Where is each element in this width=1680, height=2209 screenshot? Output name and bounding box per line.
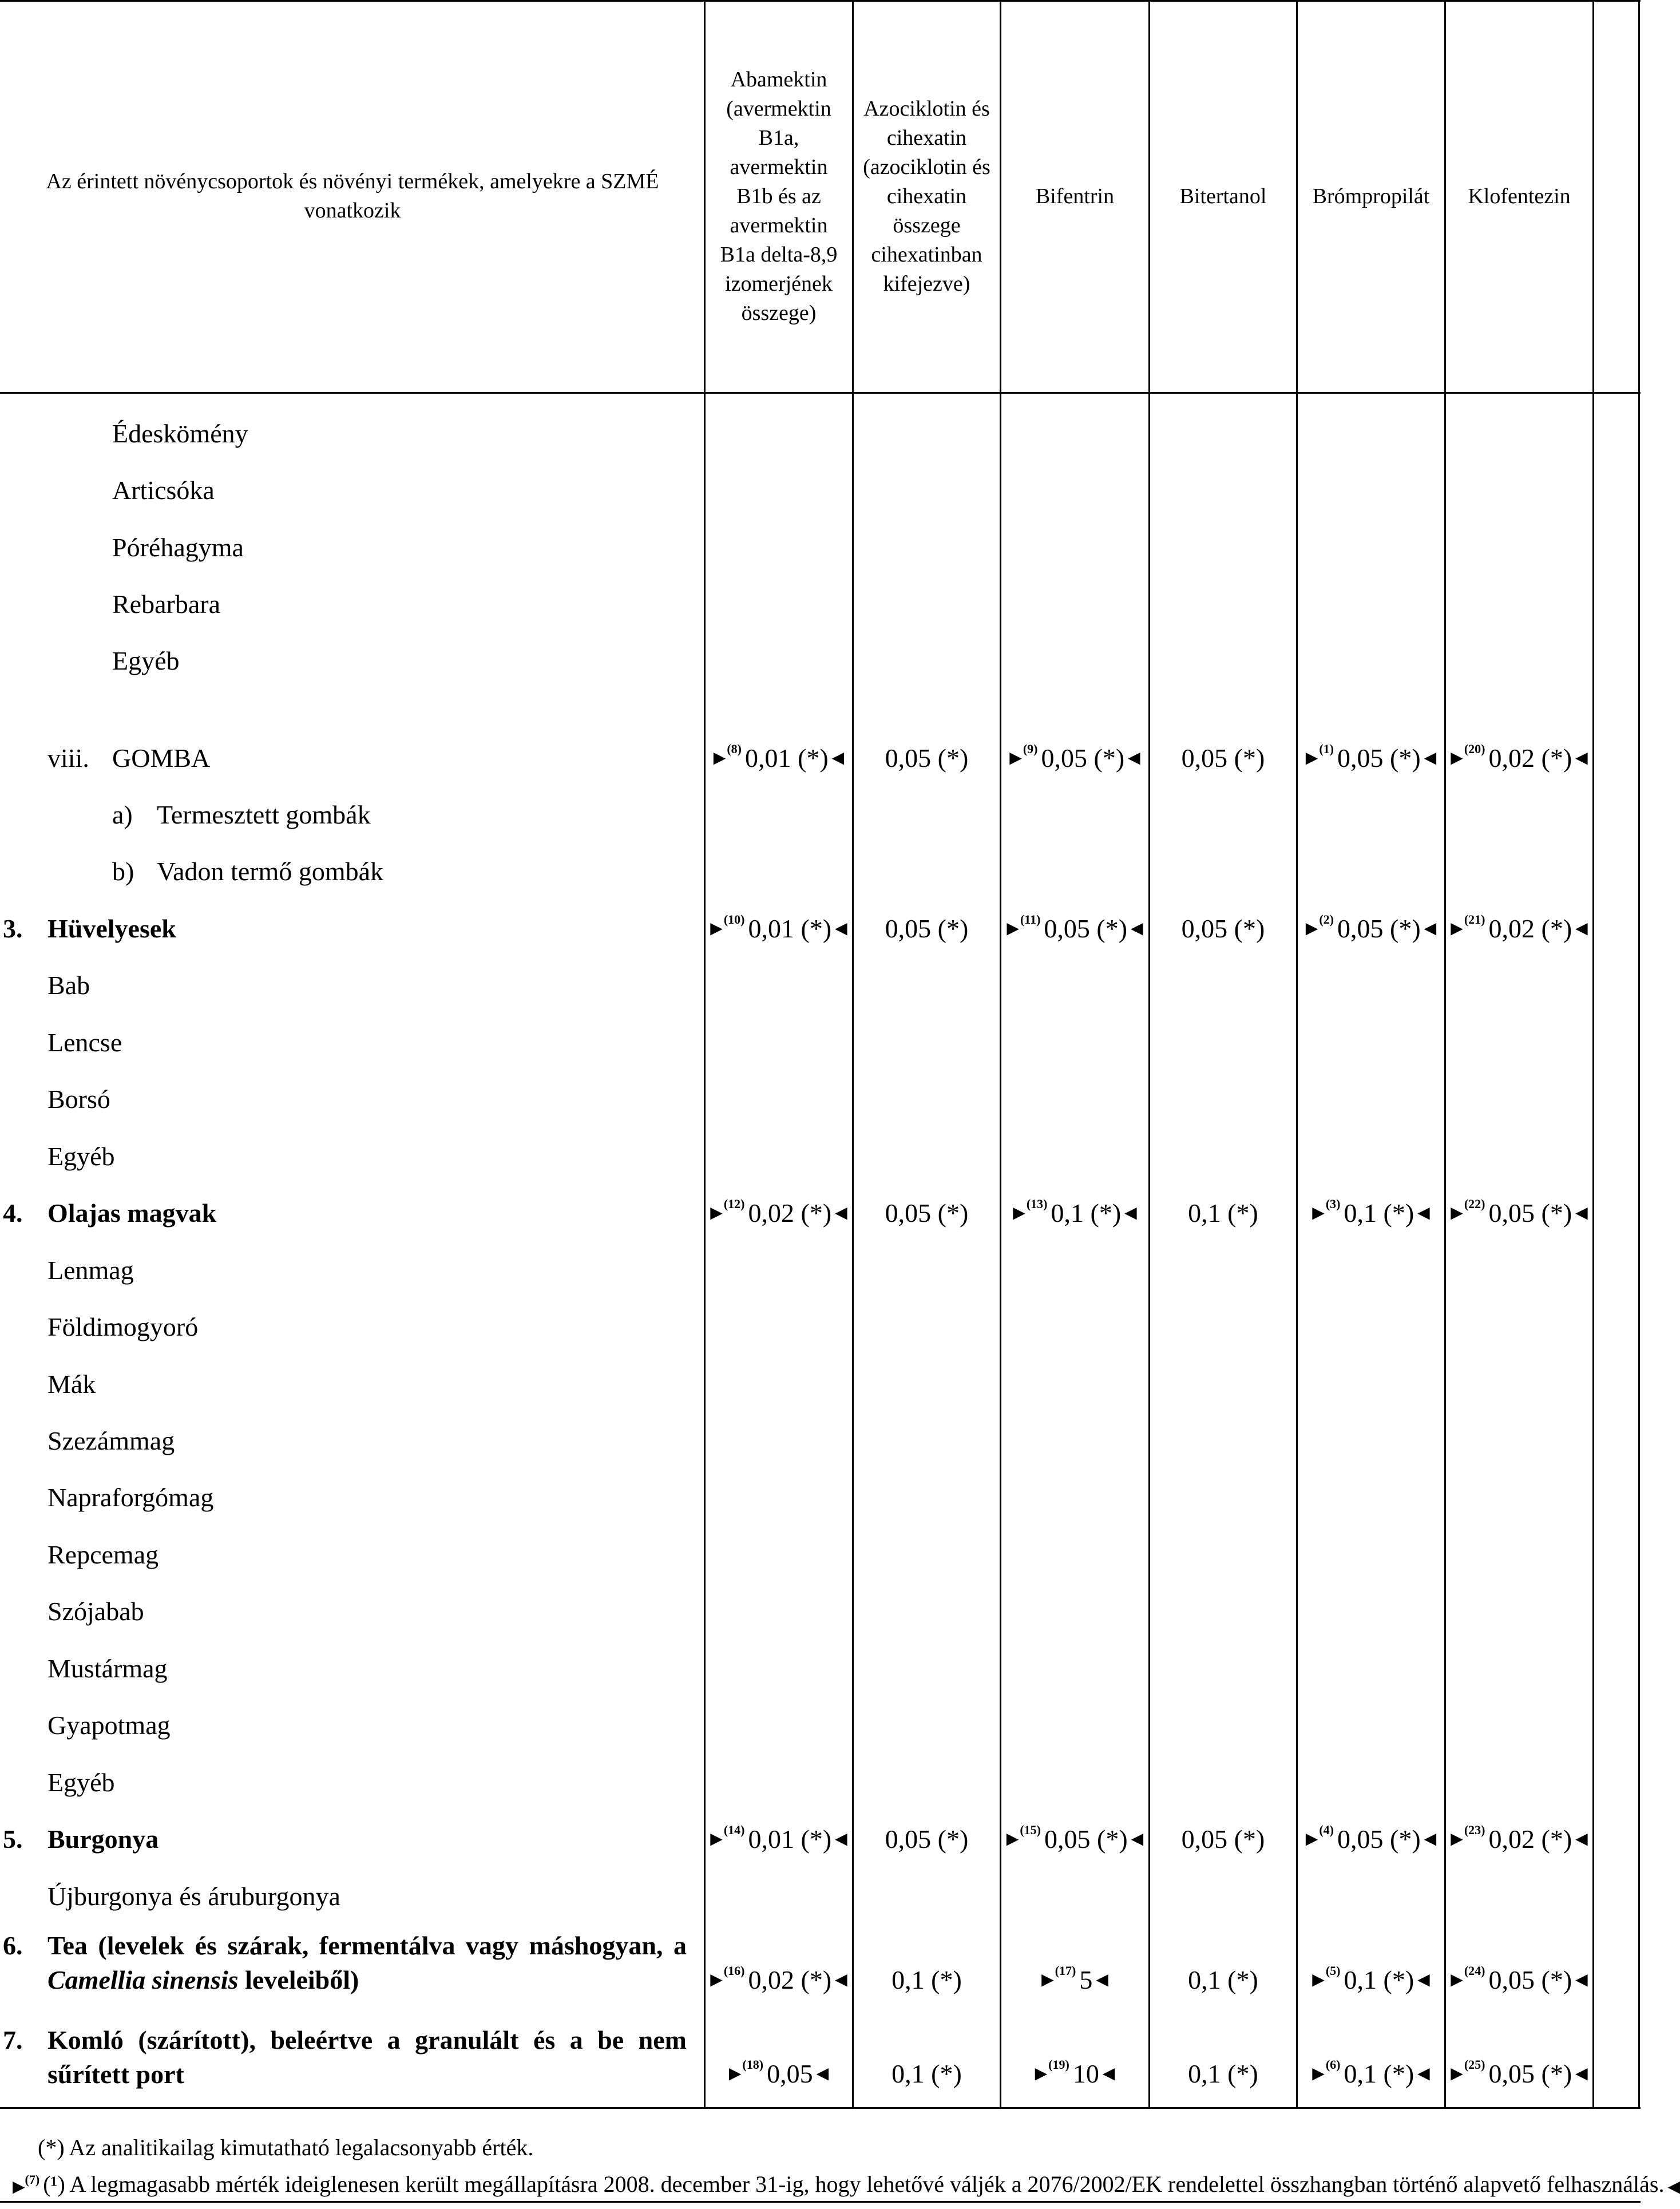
amendment-start-marker: ▶	[710, 1204, 723, 1222]
header-column-text: Klofentezin	[1468, 184, 1571, 208]
amendment-end-marker: ◀	[1131, 920, 1143, 937]
mrl-value: 0,1 (*)	[1344, 1198, 1414, 1228]
amendment-end-marker: ◀	[831, 749, 845, 767]
mrl-value-cell	[854, 1963, 1000, 1997]
amendment-start-marker: ▶	[710, 920, 723, 937]
mrl-value: 0,05 (*)	[1181, 743, 1265, 773]
mrl-value: 0,05 (*)	[1337, 743, 1421, 773]
row-number: 4.	[3, 1198, 23, 1228]
tea-row-label-rest: leveleiből)	[238, 1965, 359, 1994]
row-label: Rebarbara	[112, 589, 220, 619]
row-letter: b)	[112, 857, 134, 886]
amendment-start-marker: ▶	[1451, 749, 1463, 767]
mrl-value: 0,1 (*)	[1188, 1198, 1258, 1228]
amendment-end-marker: ◀	[1417, 2065, 1430, 2083]
row-label: GOMBA	[112, 743, 211, 773]
mrl-value-cell	[1298, 1196, 1444, 1230]
amendment-start-marker: ▶	[728, 2065, 742, 2083]
amendment-start-marker: ▶	[710, 1830, 723, 1848]
amendment-start-marker: ▶	[1035, 2065, 1048, 2083]
amendment-end-marker: ◀	[1575, 2065, 1588, 2083]
footnote-reference: (16)	[723, 1963, 745, 1978]
mrl-value-cell	[1001, 1196, 1148, 1230]
header-column-1	[706, 0, 852, 393]
row-label: Vadon termő gombák	[157, 857, 384, 886]
mrl-value-cell	[1001, 1822, 1148, 1856]
row-number: 5.	[3, 1824, 23, 1854]
amendment-end-marker: ◀	[835, 1971, 847, 1989]
amendment-start-marker: ▶	[1041, 1971, 1054, 1989]
column-divider-7	[1592, 0, 1594, 2107]
mrl-value-cell	[1001, 1963, 1148, 1997]
amendment-start-marker: ▶	[1451, 2065, 1463, 2083]
mrl-value: 0,02 (*)	[1488, 1824, 1572, 1854]
row-label: Repcemag	[47, 1540, 159, 1569]
footnote-reference: (1)	[1319, 742, 1334, 756]
row-letter: a)	[112, 800, 133, 829]
footnote-reference: (24)	[1464, 1963, 1485, 1978]
amendment-end-marker: ◀	[816, 2065, 829, 2083]
tea-row-label-line2	[47, 1963, 359, 1997]
amendment-end-marker: ◀	[835, 1830, 847, 1848]
row-label: Újburgonya és áruburgonya	[47, 1882, 340, 1911]
amendment-start-marker: ▶	[710, 1971, 723, 1989]
amendment-start-marker: ▶	[1312, 2065, 1325, 2083]
row-label: Egyéb	[47, 1142, 115, 1171]
mrl-value-cell	[854, 1196, 1000, 1230]
mrl-value: 0,05 (*)	[1181, 1824, 1265, 1854]
amendment-start-marker: ▶	[1451, 1971, 1463, 1989]
mrl-value: 0,05	[767, 2059, 813, 2088]
mrl-value-cell	[706, 912, 852, 946]
amendment-end-marker: ◀	[1575, 1971, 1588, 1989]
mrl-value: 0,1 (*)	[1188, 2059, 1258, 2088]
mrl-value-cell	[1446, 741, 1592, 775]
mrl-value-cell	[1001, 2057, 1148, 2091]
mrl-value-cell	[1298, 1963, 1444, 1997]
amendment-start-marker: ▶	[1009, 749, 1022, 767]
mrl-value-cell	[1298, 2057, 1444, 2091]
mrl-value-cell	[1446, 1196, 1592, 1230]
amendment-end-marker: ◀	[1131, 1830, 1144, 1848]
mrl-value: 0,05 (*)	[1044, 1824, 1128, 1854]
amendment-end-marker: ◀	[1096, 1971, 1108, 1989]
header-column-3	[1001, 0, 1148, 393]
row-label: Szezámmag	[47, 1426, 175, 1455]
amendment-start-marker: ▶	[1451, 1204, 1463, 1222]
mrl-value: 0,05 (*)	[885, 1198, 969, 1228]
amendment-end-marker: ◀	[1575, 1204, 1588, 1222]
mrl-value: 0,05 (*)	[1337, 914, 1421, 943]
mrl-value-cell	[854, 741, 1000, 775]
header-column-6	[1446, 0, 1592, 393]
row-label: Szójabab	[47, 1597, 144, 1626]
footnote-reference: (12)	[723, 1197, 745, 1211]
mrl-value-cell	[1298, 741, 1444, 775]
mrl-value-cell	[1150, 1196, 1296, 1230]
footnote-reference: (3)	[1325, 1197, 1341, 1211]
mrl-value: 5	[1079, 1965, 1093, 1994]
footnote-reference: (19)	[1048, 2057, 1069, 2072]
footnote-reference: (5)	[1325, 1963, 1341, 1978]
mrl-value: 0,01 (*)	[748, 914, 832, 943]
tea-species-name: Camellia sinensis	[47, 1965, 239, 1994]
amendment-end-marker: ◀	[1128, 749, 1140, 767]
hop-row-number: 7.	[3, 2025, 23, 2054]
amendment-end-marker: ◀	[835, 1204, 847, 1222]
mrl-value-cell	[1446, 2057, 1592, 2091]
header-column-2	[854, 0, 1000, 393]
mrl-value: 0,05 (*)	[1488, 2059, 1572, 2088]
footnote-reference: (20)	[1464, 742, 1485, 756]
amendment-start-marker: ▶	[1305, 1830, 1318, 1848]
mrl-value-cell	[1001, 741, 1148, 775]
amendment-end-marker: ◀	[1417, 1204, 1430, 1222]
amendment-end-marker: ◀	[1575, 749, 1588, 767]
mrl-value-cell	[706, 2057, 852, 2091]
footnote-reference: (15)	[1020, 1823, 1041, 1837]
mrl-value: 0,1 (*)	[1344, 2059, 1414, 2088]
amendment-start-marker: ▶	[1006, 1830, 1019, 1848]
mrl-value: 0,02 (*)	[1488, 743, 1572, 773]
amendment-start-marker: ▶	[1312, 1971, 1325, 1989]
footnote-reference: (6)	[1325, 2057, 1341, 2072]
mrl-value: 0,05 (*)	[885, 1824, 969, 1854]
amendment-start-marker: ▶	[1305, 920, 1318, 937]
amendment-start-marker: ▶	[1013, 1204, 1025, 1222]
footnote-reference: (8)	[727, 742, 742, 756]
mrl-value: 0,1 (*)	[891, 1965, 962, 1994]
mrl-value: 0,1 (*)	[891, 2059, 962, 2088]
row-label: Napraforgómag	[47, 1483, 214, 1512]
row-label: Gyapotmag	[47, 1711, 171, 1740]
mrl-value-cell	[1150, 912, 1296, 946]
mrl-value-cell	[1001, 912, 1148, 946]
amendment-end-marker: ◀	[1575, 1830, 1588, 1848]
mrl-value: 0,05 (*)	[1181, 914, 1265, 943]
row-label: Póréhagyma	[112, 533, 244, 562]
header-column-text: Bitertanol	[1179, 184, 1267, 208]
row-label: Burgonya	[47, 1824, 159, 1854]
mrl-value-cell	[706, 1963, 852, 1997]
footnote-reference: (9)	[1023, 742, 1038, 756]
amendment-end-marker: ◀	[835, 920, 847, 937]
mrl-value-cell	[854, 912, 1000, 946]
mrl-value-cell	[854, 1822, 1000, 1856]
header-column-text: Brómpropilát	[1312, 184, 1430, 208]
row-label: Egyéb	[112, 646, 180, 675]
header-column-4	[1150, 0, 1296, 393]
mrl-value-cell	[1446, 912, 1592, 946]
footnote-reference: (25)	[1464, 2057, 1485, 2072]
row-label: Borsó	[47, 1084, 110, 1114]
footnote-1-text: (¹) A legmagasabb mérték ideiglenesen került megállapításra 2008. december 31-ig, hogy lehetővé váljék a 2076/2002/EK rendelettel összhangban történő alapvető felhasználás.	[43, 2171, 1665, 2197]
hop-row-label-line1: Komló (szárított), beleértve a granulált és a be nem	[47, 2025, 687, 2054]
header-column-text: Bifentrin	[1035, 184, 1115, 208]
row-label: Mustármag	[47, 1654, 168, 1683]
mrl-value-cell	[1298, 912, 1444, 946]
hop-row-label-line2: sűrített port	[47, 2060, 184, 2089]
mrl-value-cell	[1150, 2057, 1296, 2091]
mrl-value: 0,1 (*)	[1051, 1198, 1122, 1228]
amendment-start-marker: ▶	[1451, 1830, 1463, 1848]
amendment-end-marker: ◀	[1424, 920, 1437, 937]
amendment-end-marker: ◀	[1667, 2178, 1680, 2196]
footnote-reference: (17)	[1055, 1963, 1076, 1978]
mrl-value-cell	[1150, 1963, 1296, 1997]
mrl-value-cell	[1446, 1963, 1592, 1997]
table-bottom-border	[0, 2107, 1641, 2109]
footnote-reference: (21)	[1464, 912, 1485, 927]
amendment-end-marker: ◀	[1575, 920, 1588, 937]
row-label: Földimogyoró	[47, 1312, 199, 1341]
row-label: Hüvelyesek	[47, 914, 176, 943]
mrl-value: 0,05 (*)	[1044, 914, 1128, 943]
mrl-value-cell	[1446, 1822, 1592, 1856]
column-divider-8	[1638, 0, 1640, 2107]
footnote-reference: (14)	[723, 1823, 745, 1837]
tea-row-label-line1: Tea (levelek és szárak, fermentálva vagy máshogyan, a	[47, 1931, 687, 1960]
amendment-start-marker: ▶	[13, 2178, 25, 2196]
amendment-end-marker: ◀	[1424, 749, 1437, 767]
mrl-value: 0,05 (*)	[1041, 743, 1125, 773]
footnote-reference: (10)	[723, 912, 745, 927]
row-label: Bab	[47, 971, 90, 1000]
row-number: 3.	[3, 914, 23, 943]
header-group-text: Az érintett növénycsoportok és növényi termékek, amelyekre a SZMÉ vonatkozik	[46, 169, 659, 223]
mrl-value: 0,05 (*)	[885, 914, 969, 943]
amendment-end-marker: ◀	[1102, 2065, 1115, 2083]
tea-row-number: 6.	[3, 1931, 23, 1960]
row-label: Termesztett gombák	[157, 800, 371, 829]
mrl-value: 0,02 (*)	[748, 1965, 832, 1994]
mrl-value: 0,02 (*)	[748, 1198, 832, 1228]
footnote-1-superscript: (7)	[25, 2172, 40, 2187]
mrl-value: 0,01 (*)	[745, 743, 829, 773]
amendment-start-marker: ▶	[713, 749, 726, 767]
footnote-reference: (22)	[1464, 1197, 1485, 1211]
header-column-text: Azociklotin és cihexatin (azociklotin és cihexatin összege cihexatinban kifejezve)	[863, 96, 990, 296]
footnote-reference: (11)	[1020, 912, 1041, 927]
mrl-value-cell	[1298, 1822, 1444, 1856]
mrl-value: 0,02 (*)	[1488, 914, 1572, 943]
mrl-value-cell	[1150, 741, 1296, 775]
mrl-value: 0,05 (*)	[885, 743, 969, 773]
row-number: viii.	[47, 743, 89, 773]
mrl-value-cell	[706, 1822, 852, 1856]
footnote-star: (*) Az analitikailag kimutatható legalacsonyabb érték.	[38, 2135, 534, 2160]
amendment-start-marker: ▶	[1312, 1204, 1325, 1222]
mrl-value-cell	[706, 1196, 852, 1230]
row-label: Egyéb	[47, 1768, 115, 1797]
amendment-start-marker: ▶	[1451, 920, 1463, 937]
amendment-start-marker: ▶	[1305, 749, 1318, 767]
footnote-1	[13, 2170, 1680, 2202]
mrl-value: 0,05 (*)	[1337, 1824, 1421, 1854]
amendment-start-marker: ▶	[1007, 920, 1019, 937]
mrl-value-cell	[1150, 1822, 1296, 1856]
amendment-end-marker: ◀	[1417, 1971, 1430, 1989]
row-label: Articsóka	[112, 476, 215, 505]
mrl-value: 0,01 (*)	[748, 1824, 832, 1854]
header-column-text: Abamektin (avermektin B1a, avermektin B1b és az avermektin B1a delta-8,9 izomerjének összege)	[720, 67, 838, 325]
row-label: Lenmag	[47, 1256, 134, 1285]
header-column-5	[1298, 0, 1444, 393]
amendment-end-marker: ◀	[1424, 1830, 1437, 1848]
footnote-reference: (13)	[1026, 1197, 1048, 1211]
amendment-end-marker: ◀	[1124, 1204, 1137, 1222]
footnote-reference: (18)	[742, 2057, 764, 2072]
mrl-value: 0,1 (*)	[1188, 1965, 1258, 1994]
mrl-value: 0,05 (*)	[1488, 1198, 1572, 1228]
footnote-reference: (23)	[1464, 1823, 1485, 1837]
row-label: Olajas magvak	[47, 1198, 217, 1228]
row-label: Mák	[47, 1369, 96, 1399]
row-label: Édeskömény	[112, 419, 248, 448]
header-group-label	[0, 0, 705, 393]
mrl-value: 0,05 (*)	[1488, 1965, 1572, 1994]
mrl-value-cell	[706, 741, 852, 775]
footnote-reference: (2)	[1319, 912, 1334, 927]
mrl-value: 0,1 (*)	[1344, 1965, 1414, 1994]
mrl-value-cell	[854, 2057, 1000, 2091]
footnote-reference: (4)	[1319, 1823, 1334, 1837]
mrl-value: 10	[1072, 2059, 1099, 2088]
row-label: Lencse	[47, 1028, 122, 1057]
